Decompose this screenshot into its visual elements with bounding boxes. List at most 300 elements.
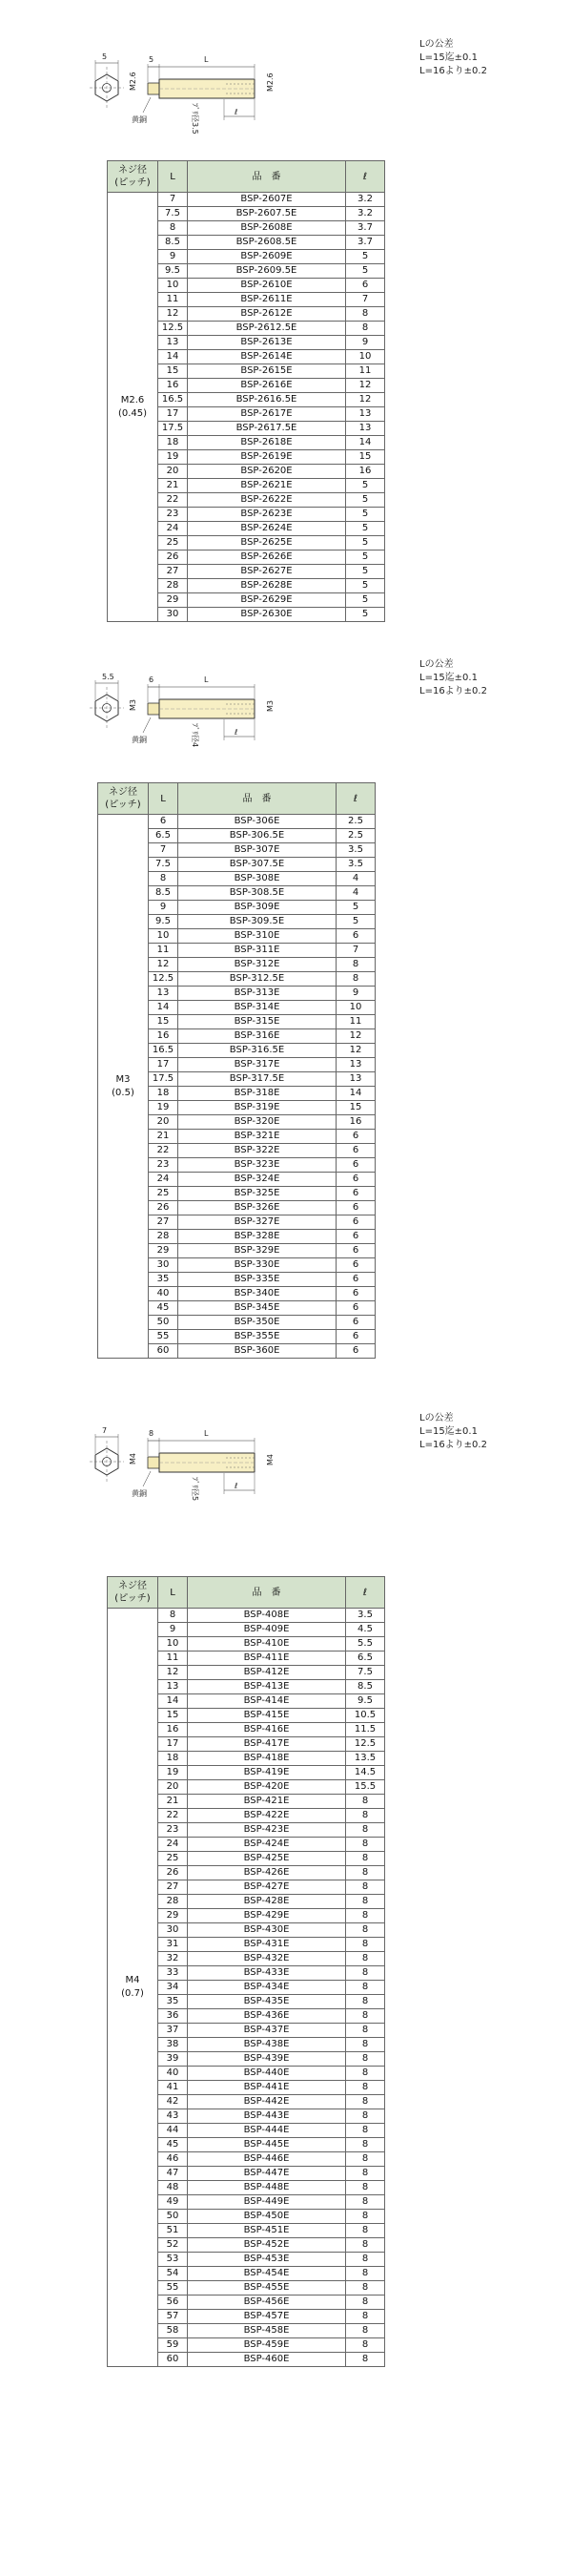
part-number-cell: BSP-2620E (188, 465, 346, 479)
depth-cell: 6 (337, 1173, 376, 1187)
part-number-cell: BSP-315E (178, 1015, 337, 1029)
length-cell: 8 (158, 1609, 188, 1623)
part-number-cell: BSP-413E (188, 1680, 346, 1694)
depth-cell: 8.5 (346, 1680, 385, 1694)
technical-drawing (86, 658, 334, 782)
depth-cell: 12 (346, 379, 385, 393)
part-number-cell: BSP-2614E (188, 350, 346, 364)
part-number-cell: BSP-2611E (188, 293, 346, 307)
depth-cell: 6 (337, 1187, 376, 1201)
length-cell: 52 (158, 2238, 188, 2253)
part-number-cell: BSP-309.5E (178, 915, 337, 929)
part-number-cell: BSP-445E (188, 2138, 346, 2152)
length-cell: 35 (158, 1995, 188, 2009)
length-cell: 6.5 (149, 829, 178, 843)
part-number-cell: BSP-409E (188, 1623, 346, 1637)
part-number-cell: BSP-320E (178, 1115, 337, 1130)
depth-cell: 8 (346, 2338, 385, 2353)
part-number-cell: BSP-321E (178, 1130, 337, 1144)
tolerance-line-1: L=15迄±0.1 (419, 1426, 478, 1437)
part-number-cell: BSP-325E (178, 1187, 337, 1201)
length-cell: 11 (158, 1652, 188, 1666)
part-number-cell: BSP-2617.5E (188, 422, 346, 436)
part-number-cell: BSP-326E (178, 1201, 337, 1215)
table-header-row (98, 783, 376, 815)
length-cell: 12 (149, 958, 178, 972)
part-number-cell: BSP-306E (178, 815, 337, 829)
depth-cell: 2.5 (337, 829, 376, 843)
depth-cell: 8 (337, 972, 376, 987)
depth-cell: 6 (337, 1144, 376, 1158)
depth-cell: 8 (346, 2167, 385, 2181)
depth-cell: 5 (346, 565, 385, 579)
length-cell: 38 (158, 2038, 188, 2052)
depth-cell: 3.7 (346, 221, 385, 236)
part-number-cell: BSP-329E (178, 1244, 337, 1258)
depth-cell: 5 (346, 250, 385, 264)
depth-cell: 14 (346, 436, 385, 450)
depth-cell: 7 (346, 293, 385, 307)
header-qty: ℓ (337, 783, 376, 815)
part-number-cell: BSP-434E (188, 1981, 346, 1995)
thread-dimension-left: M2.6 (129, 72, 137, 91)
length-cell: 16 (158, 379, 188, 393)
depth-cell: 6 (337, 1316, 376, 1330)
part-number-cell: BSP-324E (178, 1173, 337, 1187)
length-cell: 36 (158, 2009, 188, 2024)
length-cell: 14 (149, 1001, 178, 1015)
length-cell: 20 (158, 465, 188, 479)
depth-cell: 12 (337, 1029, 376, 1044)
length-cell: 29 (149, 1244, 178, 1258)
part-number-cell: BSP-412E (188, 1666, 346, 1680)
depth-cell: 8 (346, 2210, 385, 2224)
depth-cell: 5 (346, 536, 385, 551)
depth-cell: 8 (346, 2195, 385, 2210)
depth-cell: 15.5 (346, 1780, 385, 1795)
length-cell: 32 (158, 1952, 188, 1966)
spacer-drawing-svg (86, 38, 334, 162)
part-number-cell: BSP-2607E (188, 193, 346, 207)
depth-cell: 7.5 (346, 1666, 385, 1680)
tolerance-note (419, 38, 487, 78)
tolerance-title: Lの公差 (419, 659, 454, 670)
length-cell: 28 (158, 1895, 188, 1909)
depth-cell: 8 (346, 1795, 385, 1809)
part-number-cell: BSP-424E (188, 1838, 346, 1852)
part-number-cell: BSP-307E (178, 843, 337, 858)
material-label: 黄銅 (132, 115, 147, 124)
depth-cell: 8 (346, 2267, 385, 2281)
depth-cell: 13 (346, 407, 385, 422)
male-thread (148, 703, 159, 715)
length-cell: 40 (158, 2067, 188, 2081)
length-dimension: L (204, 1429, 209, 1438)
part-number-cell: BSP-330E (178, 1258, 337, 1273)
length-cell: 27 (149, 1215, 178, 1230)
tolerance-line-2: L=16より±0.2 (419, 66, 487, 76)
length-cell: 28 (149, 1230, 178, 1244)
part-number-cell: BSP-435E (188, 1995, 346, 2009)
part-number-cell: BSP-316.5E (178, 1044, 337, 1058)
length-cell: 16 (149, 1029, 178, 1044)
part-number-cell: BSP-454E (188, 2267, 346, 2281)
depth-cell: 6 (337, 1215, 376, 1230)
length-cell: 19 (149, 1101, 178, 1115)
depth-cell: 8 (337, 958, 376, 972)
depth-cell: 9 (346, 336, 385, 350)
length-cell: 20 (149, 1115, 178, 1130)
spacer-drawing-svg (86, 658, 334, 782)
part-number-cell: BSP-448E (188, 2181, 346, 2195)
part-number-cell: BSP-431E (188, 1938, 346, 1952)
depth-cell: 8 (346, 2052, 385, 2067)
length-cell: 7.5 (158, 207, 188, 221)
length-cell: 29 (158, 1909, 188, 1923)
depth-cell: 3.7 (346, 236, 385, 250)
part-number-cell: BSP-442E (188, 2095, 346, 2109)
part-number-cell: BSP-340E (178, 1287, 337, 1301)
length-cell: 8 (149, 872, 178, 886)
product-section (0, 1412, 572, 2364)
depth-cell: 8 (346, 2067, 385, 2081)
part-number-cell: BSP-2610E (188, 279, 346, 293)
part-number-cell: BSP-2627E (188, 565, 346, 579)
part-number-cell: BSP-2628E (188, 579, 346, 593)
depth-cell: 8 (346, 1838, 385, 1852)
depth-cell: 8 (346, 1981, 385, 1995)
part-number-cell: BSP-322E (178, 1144, 337, 1158)
tolerance-line-1: L=15迄±0.1 (419, 673, 478, 683)
thread-size-cell: M3 (0.5) (98, 815, 149, 1359)
part-number-cell: BSP-317E (178, 1058, 337, 1072)
header-thread: ネジ径 (ピッチ) (98, 783, 149, 815)
length-cell: 42 (158, 2095, 188, 2109)
depth-cell: 8 (346, 2238, 385, 2253)
part-number-cell: BSP-423E (188, 1823, 346, 1838)
spec-table (97, 782, 376, 1359)
table-header-row (108, 1577, 385, 1609)
length-cell: 24 (158, 522, 188, 536)
thread-dimension-right: M2.6 (266, 73, 275, 92)
depth-cell: 5 (346, 579, 385, 593)
length-cell: 46 (158, 2152, 188, 2167)
part-number-cell: BSP-335E (178, 1273, 337, 1287)
length-cell: 13 (158, 336, 188, 350)
length-cell: 25 (158, 1852, 188, 1866)
length-cell: 12.5 (158, 322, 188, 336)
length-cell: 9 (158, 1623, 188, 1637)
table-header-row (108, 161, 385, 193)
part-number-cell: BSP-453E (188, 2253, 346, 2267)
length-cell: 16.5 (149, 1044, 178, 1058)
part-number-cell: BSP-449E (188, 2195, 346, 2210)
depth-dimension: ℓ (235, 1482, 238, 1490)
length-cell: 12 (158, 307, 188, 322)
depth-cell: 7 (337, 944, 376, 958)
length-cell: 43 (158, 2109, 188, 2124)
depth-cell: 8 (346, 307, 385, 322)
part-number-cell: BSP-2613E (188, 336, 346, 350)
length-cell: 55 (149, 1330, 178, 1344)
part-number-cell: BSP-2608.5E (188, 236, 346, 250)
depth-cell: 8 (346, 2109, 385, 2124)
part-number-cell: BSP-415E (188, 1709, 346, 1723)
tolerance-title: Lの公差 (419, 1413, 454, 1423)
depth-cell: 6 (337, 1158, 376, 1173)
header-thread: ネジ径 (ピッチ) (108, 161, 158, 193)
depth-cell: 8 (346, 2296, 385, 2310)
part-number-cell: BSP-312.5E (178, 972, 337, 987)
depth-cell: 13 (346, 422, 385, 436)
part-number-cell: BSP-2612.5E (188, 322, 346, 336)
part-number-cell: BSP-418E (188, 1752, 346, 1766)
length-cell: 17.5 (158, 422, 188, 436)
length-cell: 11 (149, 944, 178, 958)
part-number-cell: BSP-421E (188, 1795, 346, 1809)
hex-dimension: 7 (102, 1426, 108, 1435)
length-cell: 7.5 (149, 858, 178, 872)
depth-cell: 10 (337, 1001, 376, 1015)
length-cell: 18 (158, 436, 188, 450)
part-number-cell: BSP-438E (188, 2038, 346, 2052)
depth-cell: 8 (346, 2138, 385, 2152)
part-number-cell: BSP-2609E (188, 250, 346, 264)
part-number-cell: BSP-419E (188, 1766, 346, 1780)
part-number-cell: BSP-410E (188, 1637, 346, 1652)
length-dimension: L (204, 675, 209, 684)
length-cell: 50 (149, 1316, 178, 1330)
depth-cell: 12.5 (346, 1737, 385, 1752)
length-cell: 25 (149, 1187, 178, 1201)
length-cell: 30 (158, 608, 188, 622)
length-cell: 56 (158, 2296, 188, 2310)
length-cell: 8.5 (158, 236, 188, 250)
part-number-cell: BSP-319E (178, 1101, 337, 1115)
part-number-cell: BSP-345E (178, 1301, 337, 1316)
length-cell: 47 (158, 2167, 188, 2181)
part-number-cell: BSP-311E (178, 944, 337, 958)
material-label: 黄銅 (132, 736, 147, 744)
length-cell: 8 (158, 221, 188, 236)
part-number-cell: BSP-2619E (188, 450, 346, 465)
part-number-cell: BSP-323E (178, 1158, 337, 1173)
length-cell: 27 (158, 1880, 188, 1895)
part-number-cell: BSP-443E (188, 2109, 346, 2124)
depth-cell: 8 (346, 1952, 385, 1966)
depth-cell: 8 (346, 1995, 385, 2009)
part-number-cell: BSP-429E (188, 1909, 346, 1923)
part-number-cell: BSP-316E (178, 1029, 337, 1044)
length-cell: 12.5 (149, 972, 178, 987)
part-number-cell: BSP-309E (178, 901, 337, 915)
length-cell: 57 (158, 2310, 188, 2324)
length-cell: 48 (158, 2181, 188, 2195)
part-number-cell: BSP-416E (188, 1723, 346, 1737)
length-cell: 6 (149, 815, 178, 829)
depth-cell: 6 (337, 1130, 376, 1144)
depth-cell: 6 (337, 1258, 376, 1273)
length-cell: 45 (149, 1301, 178, 1316)
depth-cell: 11 (337, 1015, 376, 1029)
part-number-cell: BSP-426E (188, 1866, 346, 1880)
thread-size-cell: M2.6 (0.45) (108, 193, 158, 622)
part-number-cell: BSP-307.5E (178, 858, 337, 872)
length-cell: 22 (158, 1809, 188, 1823)
depth-cell: 8 (346, 2009, 385, 2024)
part-number-cell: BSP-440E (188, 2067, 346, 2081)
depth-cell: 3.5 (346, 1609, 385, 1623)
length-cell: 55 (158, 2281, 188, 2296)
part-number-cell: BSP-432E (188, 1952, 346, 1966)
part-number-cell: BSP-428E (188, 1895, 346, 1909)
depth-cell: 8 (346, 2353, 385, 2367)
length-cell: 25 (158, 536, 188, 551)
part-number-cell: BSP-2618E (188, 436, 346, 450)
depth-cell: 8 (346, 1909, 385, 1923)
length-cell: 29 (158, 593, 188, 608)
part-number-cell: BSP-306.5E (178, 829, 337, 843)
depth-cell: 3.2 (346, 193, 385, 207)
length-cell: 26 (158, 551, 188, 565)
length-cell: 7 (158, 193, 188, 207)
length-cell: 34 (158, 1981, 188, 1995)
length-cell: 33 (158, 1966, 188, 1981)
depth-cell: 3.2 (346, 207, 385, 221)
length-cell: 45 (158, 2138, 188, 2152)
part-number-cell: BSP-408E (188, 1609, 346, 1623)
part-number-cell: BSP-2607.5E (188, 207, 346, 221)
part-number-cell: BSP-2623E (188, 508, 346, 522)
depth-cell: 3.5 (337, 843, 376, 858)
length-cell: 54 (158, 2267, 188, 2281)
part-number-cell: BSP-327E (178, 1215, 337, 1230)
socket-dimension: ﾌﾞﾘ径3.5 (191, 103, 199, 135)
length-cell: 19 (158, 450, 188, 465)
table-row (98, 815, 376, 829)
length-cell: 30 (158, 1923, 188, 1938)
part-number-cell: BSP-456E (188, 2296, 346, 2310)
socket-dimension: ﾌﾞﾘ径5 (191, 1477, 199, 1502)
depth-cell: 11.5 (346, 1723, 385, 1737)
length-cell: 28 (158, 579, 188, 593)
depth-cell: 8 (346, 1880, 385, 1895)
depth-cell: 8 (346, 2038, 385, 2052)
depth-cell: 8 (346, 2281, 385, 2296)
depth-cell: 5 (346, 608, 385, 622)
length-cell: 17 (149, 1058, 178, 1072)
depth-cell: 5 (346, 479, 385, 493)
part-number-cell: BSP-459E (188, 2338, 346, 2353)
depth-cell: 8 (346, 2152, 385, 2167)
part-number-cell: BSP-350E (178, 1316, 337, 1330)
depth-cell: 8 (346, 1938, 385, 1952)
depth-cell: 8 (346, 1966, 385, 1981)
length-cell: 8.5 (149, 886, 178, 901)
depth-cell: 8 (346, 1809, 385, 1823)
part-number-cell: BSP-308.5E (178, 886, 337, 901)
part-number-cell: BSP-444E (188, 2124, 346, 2138)
depth-cell: 5 (346, 493, 385, 508)
shaft-dimension: 5 (149, 55, 154, 64)
part-number-cell: BSP-2624E (188, 522, 346, 536)
length-cell: 59 (158, 2338, 188, 2353)
part-number-cell: BSP-458E (188, 2324, 346, 2338)
length-cell: 15 (158, 1709, 188, 1723)
length-dimension: L (204, 55, 209, 64)
depth-cell: 15 (337, 1101, 376, 1115)
depth-cell: 12 (337, 1044, 376, 1058)
length-cell: 10 (149, 929, 178, 944)
depth-cell: 6 (337, 1301, 376, 1316)
spec-table (107, 1576, 385, 2367)
part-number-cell: BSP-420E (188, 1780, 346, 1795)
depth-cell: 6 (337, 1287, 376, 1301)
part-number-cell: BSP-437E (188, 2024, 346, 2038)
part-number-cell: BSP-2630E (188, 608, 346, 622)
depth-cell: 6 (337, 929, 376, 944)
part-number-cell: BSP-2612E (188, 307, 346, 322)
length-cell: 60 (158, 2353, 188, 2367)
depth-cell: 6 (337, 1273, 376, 1287)
depth-cell: 16 (346, 465, 385, 479)
depth-cell: 6 (346, 279, 385, 293)
depth-cell: 8 (346, 2081, 385, 2095)
part-number-cell: BSP-2629E (188, 593, 346, 608)
spacer-drawing-svg (86, 1412, 334, 1536)
depth-cell: 5 (346, 593, 385, 608)
length-cell: 23 (149, 1158, 178, 1173)
depth-cell: 15 (346, 450, 385, 465)
part-number-cell: BSP-318E (178, 1087, 337, 1101)
depth-cell: 8 (346, 322, 385, 336)
depth-cell: 6.5 (346, 1652, 385, 1666)
tolerance-line-2: L=16より±0.2 (419, 686, 487, 696)
depth-cell: 5 (346, 264, 385, 279)
product-section (0, 38, 572, 619)
length-cell: 22 (149, 1144, 178, 1158)
socket-dimension: ﾌﾞﾘ径4 (191, 723, 199, 748)
part-number-cell: BSP-455E (188, 2281, 346, 2296)
depth-cell: 14 (337, 1087, 376, 1101)
depth-cell: 5 (337, 915, 376, 929)
depth-cell: 12 (346, 393, 385, 407)
part-number-cell: BSP-308E (178, 872, 337, 886)
length-cell: 18 (158, 1752, 188, 1766)
length-cell: 44 (158, 2124, 188, 2138)
male-thread (148, 83, 159, 94)
header-part: 品 番 (178, 783, 337, 815)
depth-cell: 13 (337, 1058, 376, 1072)
length-cell: 39 (158, 2052, 188, 2067)
depth-cell: 5.5 (346, 1637, 385, 1652)
length-cell: 10 (158, 279, 188, 293)
tolerance-title: Lの公差 (419, 39, 454, 50)
part-number-cell: BSP-422E (188, 1809, 346, 1823)
depth-cell: 11 (346, 364, 385, 379)
depth-cell: 3.5 (337, 858, 376, 872)
length-cell: 21 (149, 1130, 178, 1144)
thread-dimension-left: M4 (129, 1453, 137, 1465)
length-cell: 9.5 (158, 264, 188, 279)
length-cell: 20 (158, 1780, 188, 1795)
depth-cell: 10.5 (346, 1709, 385, 1723)
tolerance-line-1: L=15迄±0.1 (419, 52, 478, 63)
header-length: L (158, 1577, 188, 1609)
table-row (108, 193, 385, 207)
header-qty: ℓ (346, 161, 385, 193)
part-number-cell: BSP-450E (188, 2210, 346, 2224)
